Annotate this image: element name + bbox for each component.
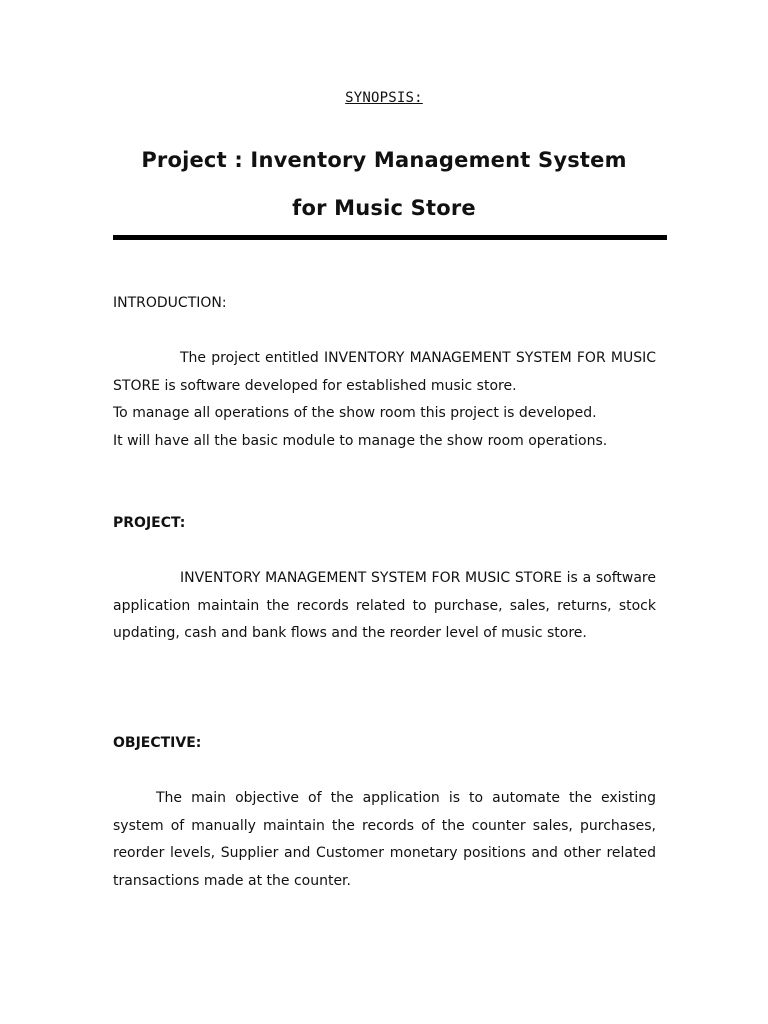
project-paragraph: INVENTORY MANAGEMENT SYSTEM FOR MUSIC STORE is a software application maintain the records related to purchase, sales, returns, stock updating, cash and bank flows and the reorder level of music store. <box>113 570 656 641</box>
introduction-heading: INTRODUCTION: <box>113 295 227 311</box>
title-divider <box>113 235 667 240</box>
project-body <box>113 565 656 648</box>
introduction-paragraph-1: The project entitled INVENTORY MANAGEMENT SYSTEM FOR MUSIC STORE is software developed for established music store. <box>113 350 656 394</box>
objective-body <box>113 785 656 895</box>
objective-heading: OBJECTIVE: <box>113 735 202 751</box>
title-line-1: Project : Inventory Management System <box>141 148 627 172</box>
introduction-body <box>113 345 656 455</box>
title-line-2: for Music Store <box>292 196 476 220</box>
introduction-paragraph-2: To manage all operations of the show room this project is developed. <box>113 405 597 421</box>
project-heading: PROJECT: <box>113 515 186 531</box>
introduction-paragraph-3: It will have all the basic module to manage the show room operations. <box>113 432 608 449</box>
synopsis-label: SYNOPSIS: <box>345 90 423 106</box>
objective-paragraph: The main objective of the application is to automate the existing system of manually maintain the records of the counter sales, purchases, reorder levels, Supplier and Customer monetary positions and other related transactions made at the counter. <box>113 790 656 889</box>
